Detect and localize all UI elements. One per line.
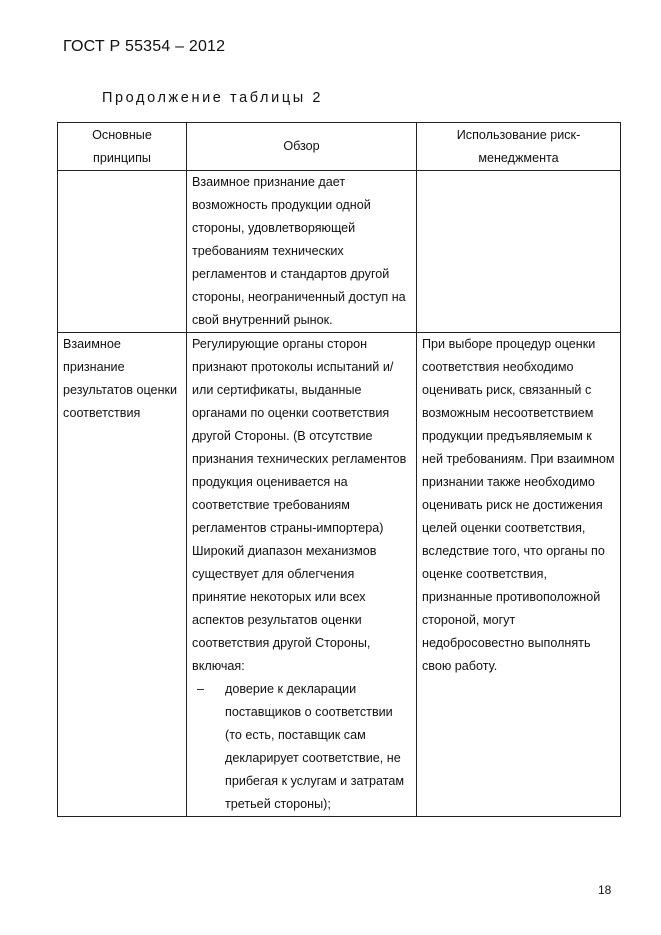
table-header-row <box>58 123 621 171</box>
list-item-text: доверие к декларации поставщиков о соответствии (то есть, поставщик сам декларирует соответствие, не прибегая к услугам и затратам третьей стороны); <box>225 682 404 811</box>
overview-paragraph: Широкий диапазон механизмов существует для облегчения принятие некоторых или всех аспектов результатов оценки соответствия другой Стороны, включая: <box>192 544 377 673</box>
cell-principle: Взаимное признание результатов оценки соответствия <box>58 333 187 817</box>
table-row <box>58 333 621 817</box>
overview-paragraph: Регулирующие органы сторон признают протоколы испытаний и/или сертификаты, выданные органами по оценки соответствия другой Стороны. (В отсутствие признания технических регламентов продукция оценивается на соответствие требованиям регламентов страны-импортера) <box>192 337 407 535</box>
table-row <box>58 171 621 333</box>
cell-overview: Взаимное признание дает возможность продукции одной стороны, удовлетворяющей требованиям технических регламентов и стандартов другой стороны, неограниченный доступ на свой внутренний рынок. <box>187 171 417 333</box>
cell-principle <box>58 171 187 333</box>
standards-table <box>57 122 621 817</box>
column-header-principles: Основные принципы <box>58 123 187 171</box>
column-header-overview: Обзор <box>187 123 417 171</box>
cell-risk <box>417 171 621 333</box>
column-header-risk-management: Использование риск- менеджмента <box>417 123 621 171</box>
list-item <box>192 678 411 816</box>
cell-risk: При выборе процедур оценки соответствия необходимо оценивать риск, связанный с возможным несоответствием продукции предъявляемым к ней требованиям. При взаимном признании также необходимо оценивать риск не достижения целей оценки соответствия, вследствие того, что органы по оценке соответствия, признанные противоположной стороной, могут недобросовестно выполнять свою работу. <box>417 333 621 817</box>
dash-marker: – <box>197 682 205 696</box>
page-number: 18 <box>598 883 612 897</box>
table-continuation-title: Продолжение таблицы 2 <box>102 90 324 106</box>
cell-overview <box>187 333 417 817</box>
document-code: ГОСТ Р 55354 – 2012 <box>63 38 226 55</box>
